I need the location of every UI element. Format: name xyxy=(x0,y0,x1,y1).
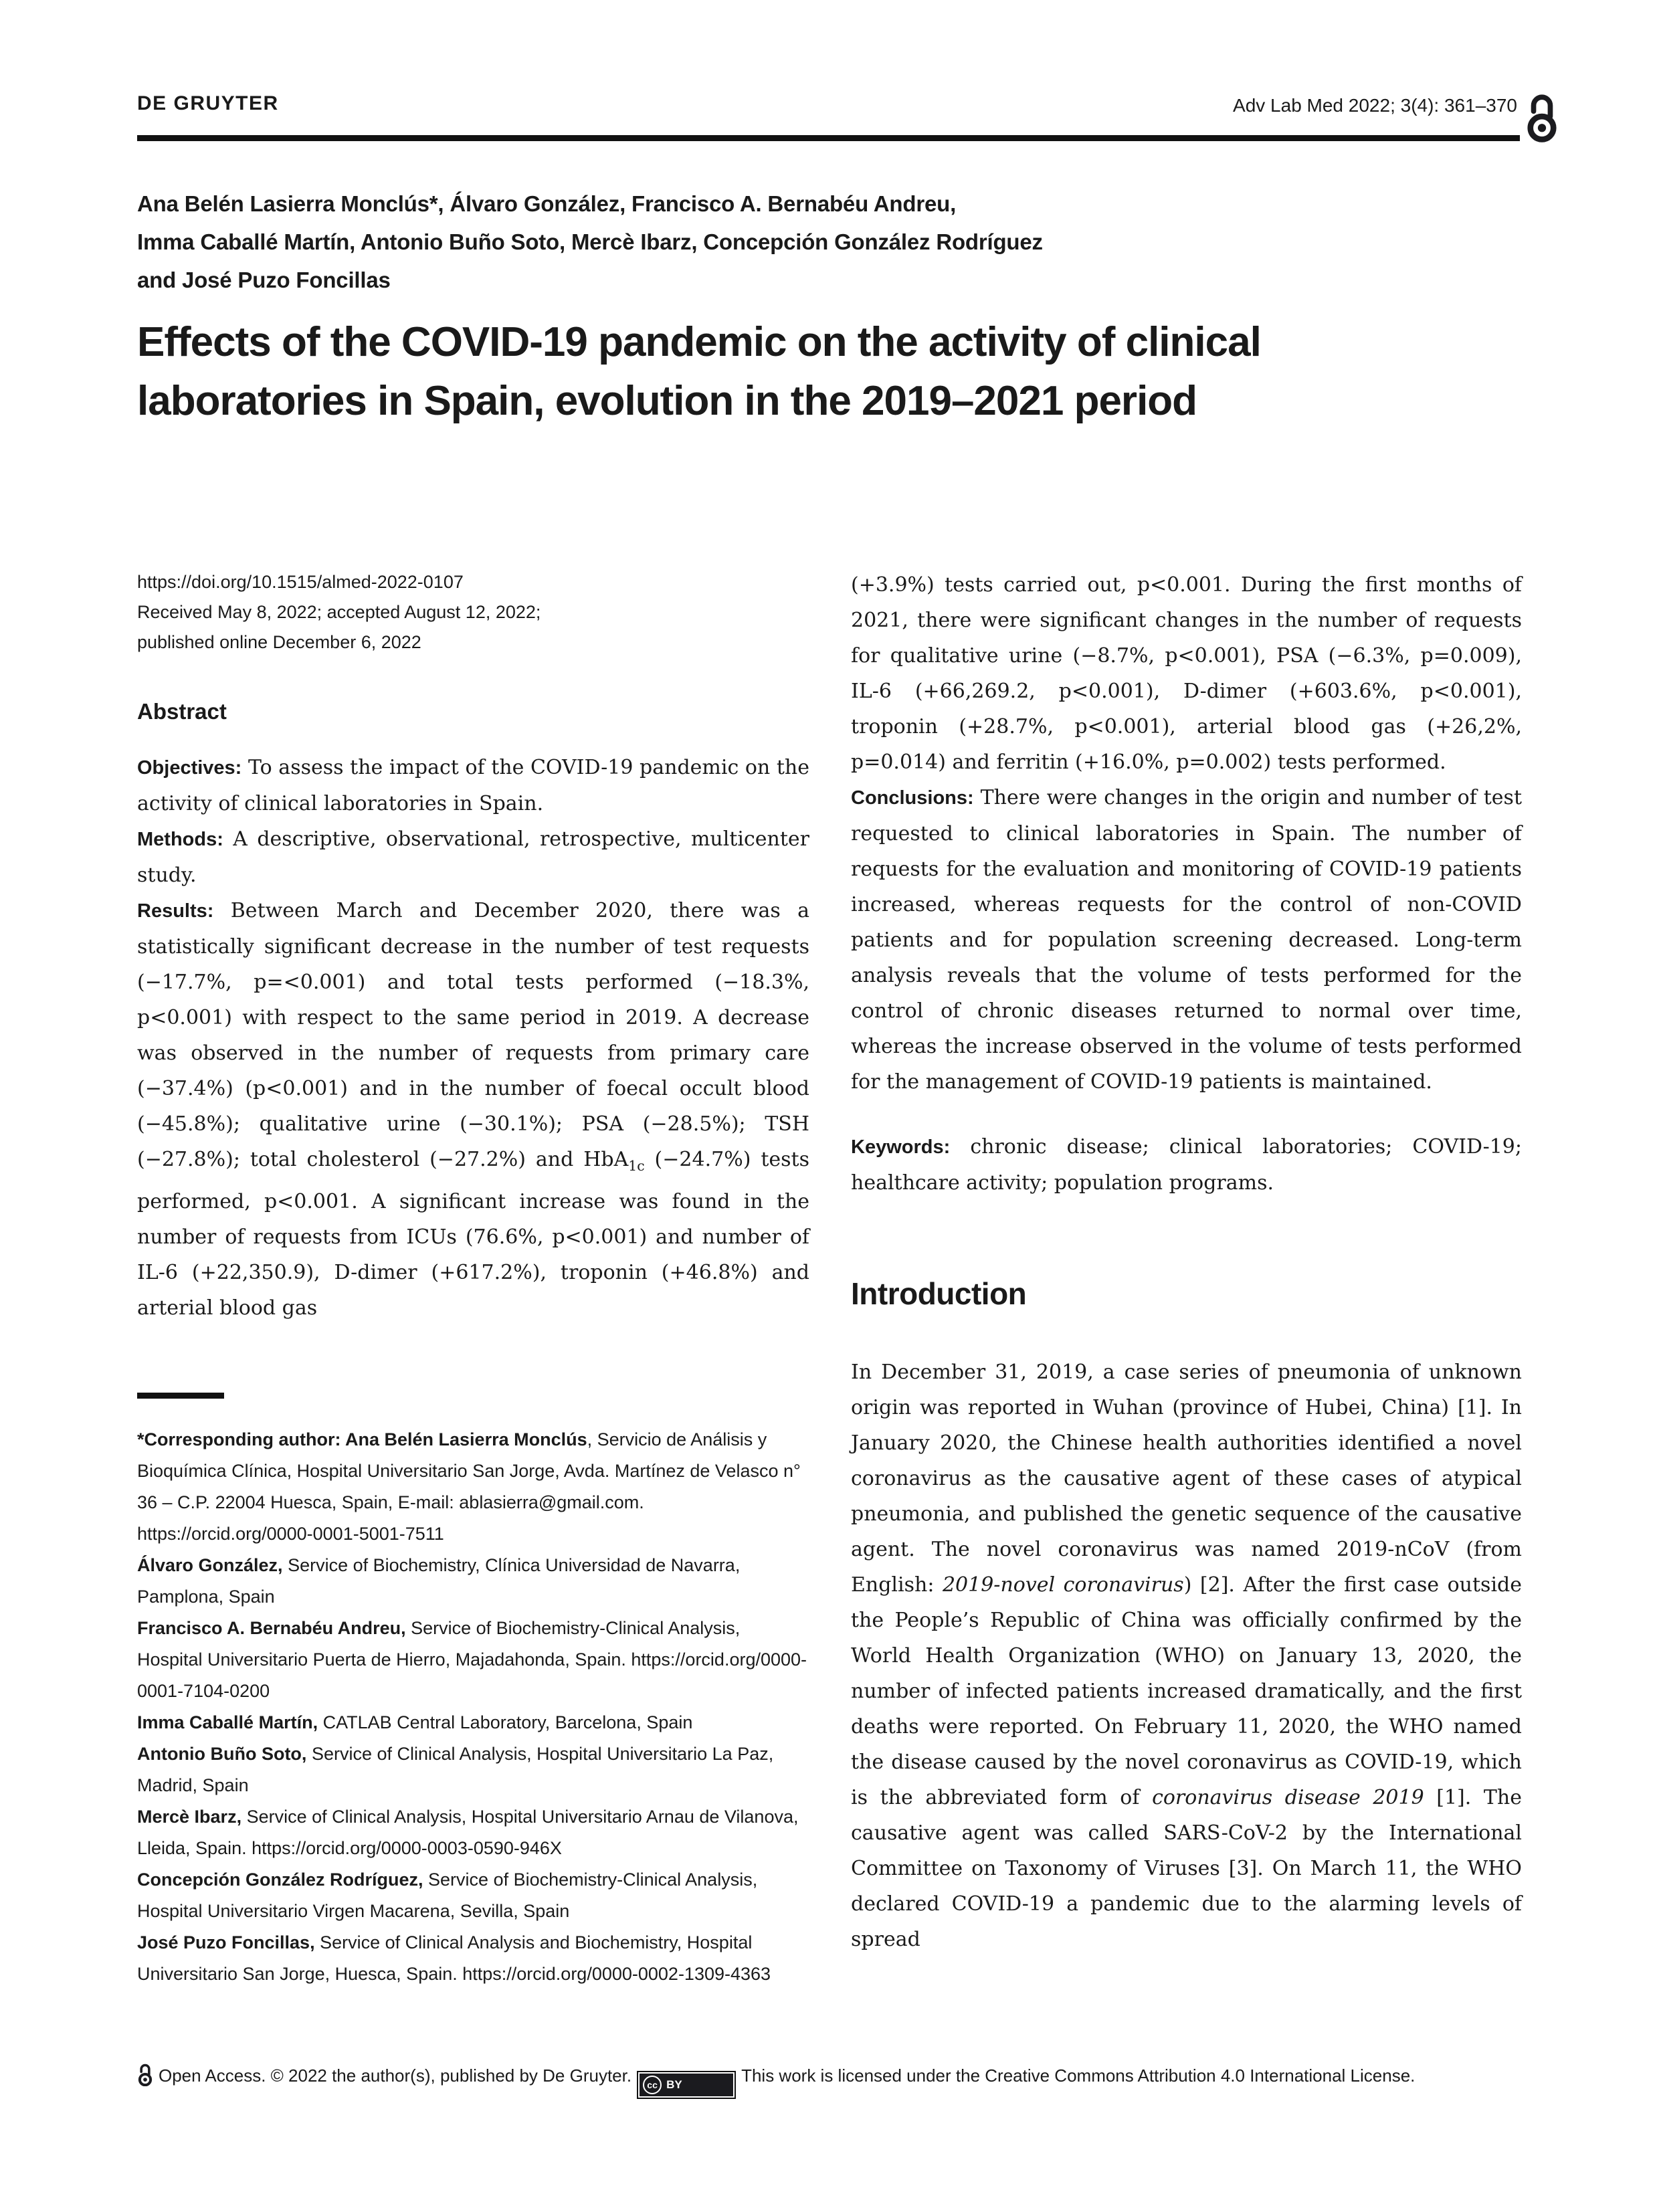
hba1c-subscript: 1c xyxy=(628,1158,645,1174)
footnote-divider xyxy=(137,1393,224,1399)
right-column xyxy=(851,567,1522,1957)
methods-label: Methods: xyxy=(137,829,223,850)
footnote-block xyxy=(137,1393,809,1990)
affiliation-text: Service of Biochemistry-Clinical Analysis, Hospital Universitario Puerta de Hierro, Majadahonda, Spain. https://orcid.org/0000-0001-7104-0200 xyxy=(137,1618,807,1701)
journal-citation: Adv Lab Med 2022; 3(4): 361–370 xyxy=(1233,95,1517,116)
cc-by-badge xyxy=(637,2071,736,2099)
corresponding-author-note xyxy=(137,1424,809,1550)
keywords-label: Keywords: xyxy=(851,1136,951,1158)
publisher-logo-text: DE GRUYTER xyxy=(137,92,279,114)
license-footer xyxy=(137,2060,1527,2099)
open-access-statement: Open Access. © 2022 the author(s), published by De Gruyter. xyxy=(159,2066,632,2086)
intro-text: ) [2]. After the first case outside the People’s Republic of China was officially confirmed by the World Health Organization (WHO) on January 13, 2020, the number of infected patients increased dramatically, and the first deaths were reported. On February 11, 2020, the WHO named the disease caused by the novel coronavirus as COVID-19, which is the abbreviated form of xyxy=(851,1573,1523,1809)
open-access-icon xyxy=(1527,90,1557,143)
corresponding-author-affiliation: , Servicio de Análisis y Bioquímica Clínica, Hospital Universitario San Jorge, Avda. Martínez de Velasco n° 36 – C.P. 22004 Huesca, Spain, E-mail: ablasierra@gmail.com. https://orcid.org/0000-0001-5001-7511 xyxy=(137,1429,801,1544)
abstract-results-continued: (+3.9%) tests carried out, p<0.001. During the first months of 2021, there were significant changes in the number of requests for qualitative urine (−8.7%, p<0.001), PSA (−6.3%, p=0.009), IL-6 (+66,269.2, p<0.001), D-dimer (+603.6%, p<0.001), troponin (+28.7%, p<0.001), arterial blood gas (+26,2%, p=0.014) and ferritin (+16.0%, p=0.002) tests performed. xyxy=(851,573,1522,774)
affiliation-text: Service of Biochemistry, Clínica Universidad de Navarra, Pamplona, Spain xyxy=(137,1555,741,1607)
affiliation-note xyxy=(137,1864,809,1927)
methods-text: A descriptive, observational, retrospective, multicenter study. xyxy=(137,827,809,887)
affiliation-author-name: Imma Caballé Martín, xyxy=(137,1712,318,1732)
results-label: Results: xyxy=(137,900,214,922)
affiliation-text: Service of Clinical Analysis, Hospital Universitario La Paz, Madrid, Spain xyxy=(137,1744,774,1795)
authors-line-1: Ana Belén Lasierra Monclús*, Álvaro González, Francisco A. Bernabéu Andreu, xyxy=(137,191,957,216)
abstract-methods xyxy=(137,821,809,893)
objectives-text: To assess the impact of the COVID-19 pandemic on the activity of clinical laboratories in Spain. xyxy=(137,756,809,815)
affiliation-text: Service of Biochemistry-Clinical Analysis, Hospital Universitario Virgen Macarena, Sevilla, Spain xyxy=(137,1870,758,1921)
introduction-heading: Introduction xyxy=(851,1276,1027,1311)
left-column xyxy=(137,567,809,1326)
corresponding-author-name: *Corresponding author: Ana Belén Lasierra Monclús xyxy=(137,1429,587,1449)
results-text-part2: (−24.7%) tests performed, p<0.001. A significant increase was found in the number of requests from ICUs (76.6%, p<0.001) and number of IL-6 (+22,350.9), D-dimer (+617.2%), troponin (+46.8%) and arterial blood gas xyxy=(137,1148,809,1320)
affiliation-note xyxy=(137,1707,809,1738)
conclusions-text: There were changes in the origin and number of test requested to clinical laboratories in Spain. The number of requests for the evaluation and monitoring of COVID-19 patients increased, whereas requests for the control of non-COVID patients and for population screening decreased. Long-term analysis reveals that the volume of tests performed for the control of chronic diseases returned to normal over time, whereas the increase observed in the volume of tests performed for the management of COVID-19 patients is maintained. xyxy=(851,786,1523,1094)
abstract-objectives xyxy=(137,750,809,821)
license-statement: This work is licensed under the Creative Commons Attribution 4.0 International License. xyxy=(741,2066,1416,2086)
affiliation-note xyxy=(137,1613,809,1707)
affiliation-note xyxy=(137,1738,809,1801)
affiliation-text: Service of Clinical Analysis and Biochemistry, Hospital Universitario San Jorge, Huesca, Spain. https://orcid.org/0000-0002-1309-4363 xyxy=(137,1932,771,1984)
affiliation-text: CATLAB Central Laboratory, Barcelona, Spain xyxy=(318,1712,693,1732)
abstract-conclusions xyxy=(851,780,1522,1100)
objectives-label: Objectives: xyxy=(137,757,242,779)
keywords xyxy=(851,1129,1522,1201)
published-date: published online December 6, 2022 xyxy=(137,632,421,652)
article-meta xyxy=(137,567,809,658)
doi-link: https://doi.org/10.1515/almed-2022-0107 xyxy=(137,572,464,592)
affiliation-author-name: Francisco A. Bernabéu Andreu, xyxy=(137,1618,406,1638)
authors-line-3: and José Puzo Foncillas xyxy=(137,268,391,292)
keywords-text: chronic disease; clinical laboratories; COVID-19; healthcare activity; population programs. xyxy=(851,1135,1522,1195)
abstract-results xyxy=(137,893,809,1326)
abstract-heading: Abstract xyxy=(137,699,227,724)
affiliation-author-name: Concepción González Rodríguez, xyxy=(137,1870,423,1890)
affiliation-author-name: Álvaro González, xyxy=(137,1555,283,1575)
authors-list xyxy=(137,185,1508,299)
cc-by-badge-inner xyxy=(640,2074,733,2096)
header-divider xyxy=(137,135,1520,141)
authors-line-2: Imma Caballé Martín, Antonio Buño Soto, Mercè Ibarz, Concepción González Rodríguez xyxy=(137,229,1043,254)
affiliation-author-name: José Puzo Foncillas, xyxy=(137,1932,315,1952)
intro-text: [1]. The causative agent was called SARS-CoV-2 by the International Committee on Taxonomy of Viruses [3]. On March 11, the WHO declared COVID-19 a pandemic due to the alarming levels of spread xyxy=(851,1786,1522,1951)
affiliation-author-name: Mercè Ibarz, xyxy=(137,1807,242,1827)
intro-italic-term: coronavirus disease 2019 xyxy=(1152,1786,1424,1809)
cc-icon: cc xyxy=(643,2076,662,2094)
intro-italic-term: 2019-novel coronavirus xyxy=(942,1573,1184,1597)
received-dates: Received May 8, 2022; accepted August 12, 2022; xyxy=(137,602,541,622)
introduction-paragraph xyxy=(851,1354,1522,1957)
results-text-part1: Between March and December 2020, there was a statistically significant decrease in the number of test requests (−17.7%, p=<0.001) and total tests performed (−18.3%, p<0.001) with respect to the same period in 2019. A decrease was observed in the number of requests from primary care (−37.4%) (p<0.001) and in the number of foecal occult blood (−45.8%); qualitative urine (−30.1%); PSA (−28.5%); TSH (−27.8%); total cholesterol (−27.2%) and HbA xyxy=(137,899,809,1171)
affiliation-author-name: Antonio Buño Soto, xyxy=(137,1744,307,1764)
affiliation-note xyxy=(137,1550,809,1613)
affiliation-text: Service of Clinical Analysis, Hospital Universitario Arnau de Vilanova, Lleida, Spain. https://orcid.org/0000-0003-0590-946X xyxy=(137,1807,799,1858)
article-title: Effects of the COVID-19 pandemic on the activity of clinical laboratories in Spain, evolution in the 2019–2021 period xyxy=(137,319,1261,424)
intro-text: In December 31, 2019, a case series of pneumonia of unknown origin was reported in Wuhan (province of Hubei, China) [1]. In January 2020, the Chinese health authorities identified a novel coronavirus as the causative agent of these cases of atypical pneumonia, and published the genetic sequence of the causative agent. The novel coronavirus was named 2019-nCoV (from English: xyxy=(851,1361,1522,1597)
affiliation-note xyxy=(137,1801,809,1864)
cc-by-label: BY xyxy=(666,2078,682,2091)
affiliation-note xyxy=(137,1927,809,1990)
conclusions-label: Conclusions: xyxy=(851,787,974,809)
open-access-icon xyxy=(137,2062,153,2086)
